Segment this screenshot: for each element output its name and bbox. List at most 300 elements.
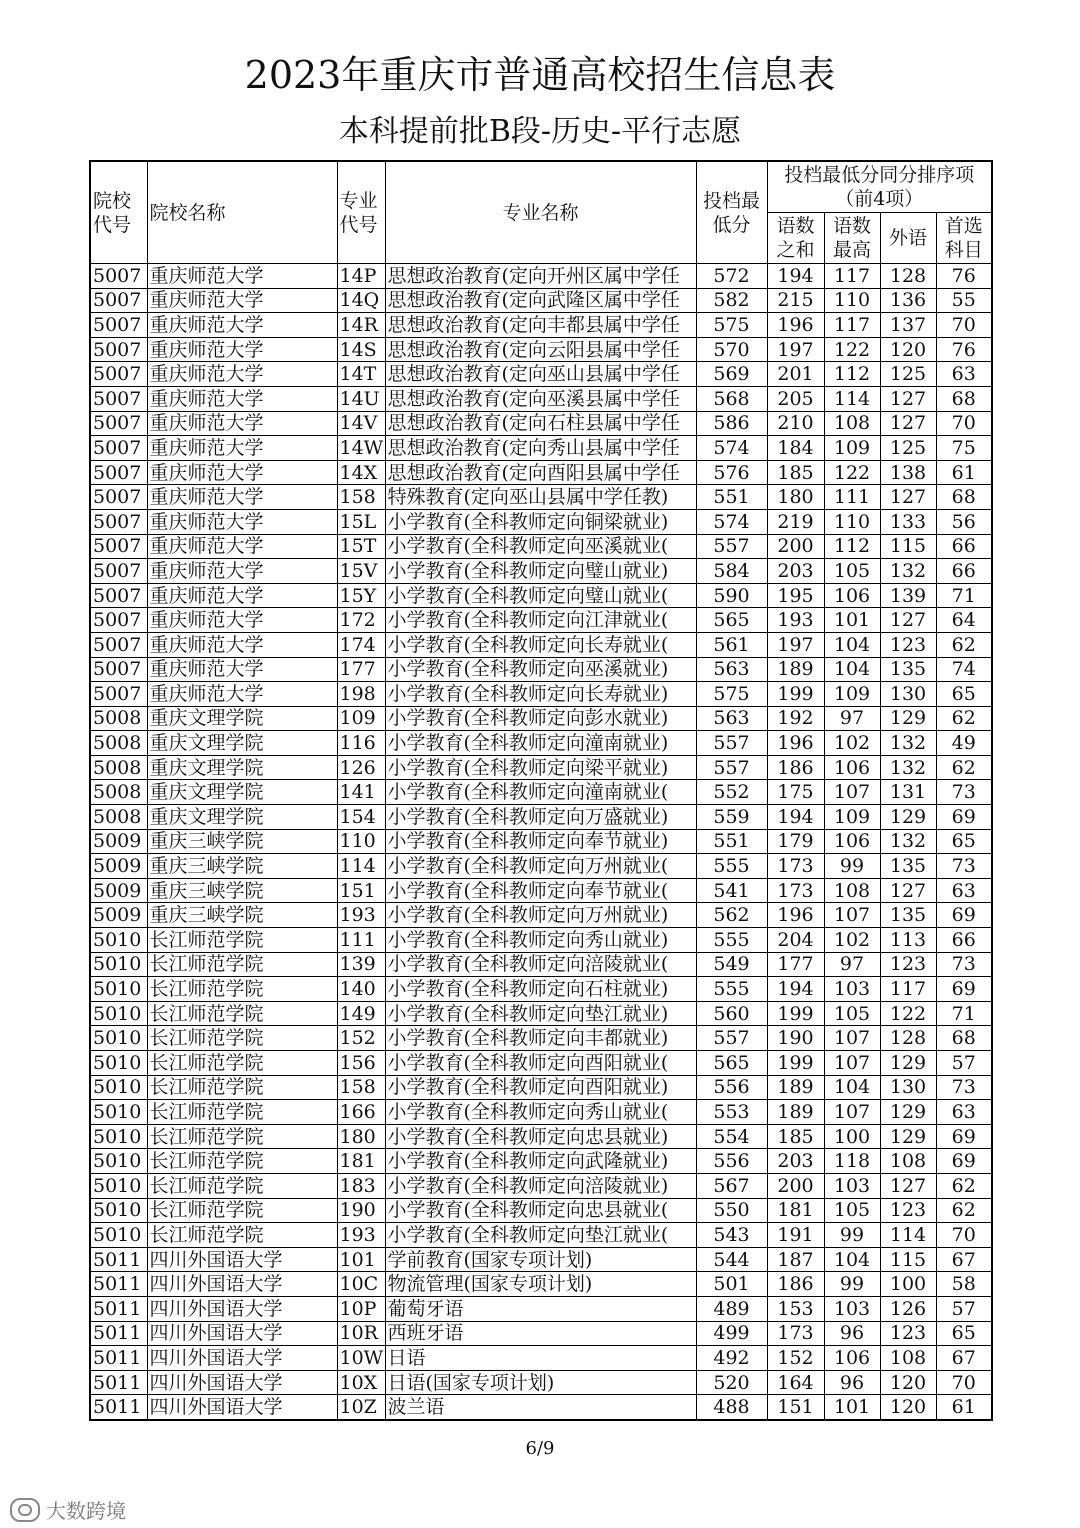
cell-foreign-score: 135 <box>880 854 936 879</box>
cell-major-name: 小学教育(全科教师定向垫江就业( <box>385 1223 696 1248</box>
cell-first-subject: 67 <box>936 1247 992 1272</box>
cell-min-score: 574 <box>696 436 767 461</box>
cell-major-code: 109 <box>337 706 385 731</box>
cell-cn-math-sum: 192 <box>767 706 824 731</box>
cell-cn-math-max: 122 <box>824 460 880 485</box>
table-body <box>90 264 992 1420</box>
cell-school-code: 5010 <box>90 1223 147 1248</box>
cell-cn-math-max: 106 <box>824 1346 880 1371</box>
cell-first-subject: 57 <box>936 1051 992 1076</box>
cell-school-code: 5009 <box>90 878 147 903</box>
cell-cn-math-max: 111 <box>824 485 880 510</box>
cell-min-score: 488 <box>696 1395 767 1420</box>
cell-cn-math-max: 99 <box>824 1223 880 1248</box>
table-row <box>90 731 992 756</box>
cell-min-score: 568 <box>696 386 767 411</box>
cell-min-score: 563 <box>696 657 767 682</box>
cell-major-name: 波兰语 <box>385 1395 696 1420</box>
cell-min-score: 559 <box>696 805 767 830</box>
table-row <box>90 682 992 707</box>
cell-first-subject: 76 <box>936 337 992 362</box>
cell-school-code: 5007 <box>90 313 147 338</box>
cell-min-score: 520 <box>696 1370 767 1395</box>
cell-cn-math-max: 107 <box>824 1100 880 1125</box>
cell-min-score: 574 <box>696 509 767 534</box>
header-tiebreak-group: 投档最低分同分排序项（前4项） <box>767 161 992 213</box>
cell-major-code: 14S <box>337 337 385 362</box>
cell-major-name: 小学教育(全科教师定向万盛就业) <box>385 805 696 830</box>
cell-school-name: 重庆师范大学 <box>147 485 337 510</box>
header-cn-math-max: 语数最高 <box>824 213 880 264</box>
cell-school-name: 重庆文理学院 <box>147 780 337 805</box>
cell-cn-math-sum: 181 <box>767 1198 824 1223</box>
cell-school-code: 5007 <box>90 485 147 510</box>
table-row <box>90 1051 992 1076</box>
header-cn-math-sum: 语数之和 <box>767 213 824 264</box>
cell-cn-math-sum: 175 <box>767 780 824 805</box>
cell-cn-math-sum: 164 <box>767 1370 824 1395</box>
cell-foreign-score: 125 <box>880 362 936 387</box>
cell-first-subject: 74 <box>936 657 992 682</box>
cell-school-code: 5007 <box>90 559 147 584</box>
cell-min-score: 551 <box>696 829 767 854</box>
cell-major-code: 110 <box>337 829 385 854</box>
cell-min-score: 549 <box>696 952 767 977</box>
header-first-subject: 首选科目 <box>936 213 992 264</box>
cell-major-name: 物流管理(国家专项计划) <box>385 1272 696 1297</box>
cell-foreign-score: 132 <box>880 755 936 780</box>
cell-foreign-score: 120 <box>880 1370 936 1395</box>
cell-min-score: 576 <box>696 460 767 485</box>
cell-foreign-score: 108 <box>880 1149 936 1174</box>
cell-cn-math-max: 117 <box>824 264 880 289</box>
cell-school-name: 重庆师范大学 <box>147 436 337 461</box>
page-number: 6/9 <box>525 1438 555 1459</box>
cell-cn-math-sum: 196 <box>767 313 824 338</box>
cell-school-code: 5010 <box>90 1198 147 1223</box>
cell-cn-math-max: 102 <box>824 731 880 756</box>
cell-school-name: 重庆师范大学 <box>147 632 337 657</box>
cell-min-score: 489 <box>696 1296 767 1321</box>
cell-major-code: 139 <box>337 952 385 977</box>
cell-school-code: 5008 <box>90 780 147 805</box>
cell-major-name: 小学教育(全科教师定向长寿就业) <box>385 682 696 707</box>
cell-min-score: 567 <box>696 1173 767 1198</box>
cell-first-subject: 64 <box>936 608 992 633</box>
table-row <box>90 534 992 559</box>
cell-cn-math-max: 99 <box>824 854 880 879</box>
cell-school-name: 四川外国语大学 <box>147 1321 337 1346</box>
table-row <box>90 903 992 928</box>
cell-first-subject: 68 <box>936 1026 992 1051</box>
cell-cn-math-max: 104 <box>824 632 880 657</box>
cell-foreign-score: 108 <box>880 1346 936 1371</box>
table-row <box>90 854 992 879</box>
cell-school-code: 5010 <box>90 1124 147 1149</box>
cell-school-code: 5011 <box>90 1370 147 1395</box>
cell-school-code: 5008 <box>90 805 147 830</box>
cell-cn-math-sum: 193 <box>767 608 824 633</box>
cell-first-subject: 55 <box>936 288 992 313</box>
cell-school-code: 5011 <box>90 1321 147 1346</box>
cell-major-code: 140 <box>337 977 385 1002</box>
table-row <box>90 780 992 805</box>
cell-major-name: 小学教育(全科教师定向垫江就业) <box>385 1001 696 1026</box>
cell-major-name: 小学教育(全科教师定向涪陵就业) <box>385 1173 696 1198</box>
cell-major-code: 10X <box>337 1370 385 1395</box>
cell-school-code: 5007 <box>90 632 147 657</box>
cell-foreign-score: 128 <box>880 264 936 289</box>
cell-foreign-score: 135 <box>880 903 936 928</box>
cell-cn-math-max: 105 <box>824 1198 880 1223</box>
cell-cn-math-max: 110 <box>824 288 880 313</box>
cell-school-code: 5007 <box>90 288 147 313</box>
cell-cn-math-sum: 185 <box>767 460 824 485</box>
cell-cn-math-max: 112 <box>824 362 880 387</box>
cell-foreign-score: 127 <box>880 485 936 510</box>
table-row <box>90 460 992 485</box>
cell-foreign-score: 120 <box>880 1395 936 1420</box>
cell-cn-math-max: 100 <box>824 1124 880 1149</box>
cell-foreign-score: 127 <box>880 608 936 633</box>
cell-min-score: 555 <box>696 977 767 1002</box>
cell-foreign-score: 129 <box>880 1124 936 1149</box>
cell-cn-math-max: 117 <box>824 313 880 338</box>
page-subtitle: 本科提前批B段-历史-平行志愿 <box>338 114 742 149</box>
cell-major-code: 177 <box>337 657 385 682</box>
cell-major-code: 10Z <box>337 1395 385 1420</box>
cell-cn-math-sum: 197 <box>767 632 824 657</box>
cell-cn-math-max: 96 <box>824 1370 880 1395</box>
cell-cn-math-max: 110 <box>824 509 880 534</box>
table-row <box>90 608 992 633</box>
cell-major-code: 111 <box>337 928 385 953</box>
cell-school-name: 重庆师范大学 <box>147 534 337 559</box>
cell-major-name: 思想政治教育(定向云阳县属中学任 <box>385 337 696 362</box>
cell-cn-math-max: 101 <box>824 608 880 633</box>
cell-school-code: 5010 <box>90 977 147 1002</box>
cell-cn-math-sum: 177 <box>767 952 824 977</box>
cell-min-score: 563 <box>696 706 767 731</box>
table-row <box>90 1346 992 1371</box>
cell-min-score: 557 <box>696 755 767 780</box>
table-row <box>90 1026 992 1051</box>
cell-min-score: 560 <box>696 1001 767 1026</box>
cell-cn-math-max: 106 <box>824 829 880 854</box>
cell-major-code: 15V <box>337 559 385 584</box>
table-row <box>90 632 992 657</box>
cell-cn-math-sum: 204 <box>767 928 824 953</box>
cell-school-name: 重庆师范大学 <box>147 386 337 411</box>
cell-school-code: 5007 <box>90 682 147 707</box>
cell-school-name: 长江师范学院 <box>147 928 337 953</box>
table-row <box>90 1247 992 1272</box>
cell-major-name: 思想政治教育(定向丰都县属中学任 <box>385 313 696 338</box>
cell-major-name: 小学教育(全科教师定向奉节就业) <box>385 829 696 854</box>
cell-cn-math-max: 118 <box>824 1149 880 1174</box>
cell-major-name: 小学教育(全科教师定向彭水就业) <box>385 706 696 731</box>
cell-min-score: 575 <box>696 313 767 338</box>
cell-first-subject: 70 <box>936 1370 992 1395</box>
cell-foreign-score: 129 <box>880 805 936 830</box>
cell-cn-math-max: 112 <box>824 534 880 559</box>
cell-major-name: 小学教育(全科教师定向忠县就业) <box>385 1124 696 1149</box>
table-row <box>90 559 992 584</box>
cell-major-code: 180 <box>337 1124 385 1149</box>
cell-first-subject: 61 <box>936 1395 992 1420</box>
table-row <box>90 1370 992 1395</box>
cell-min-score: 550 <box>696 1198 767 1223</box>
cell-cn-math-sum: 153 <box>767 1296 824 1321</box>
cell-major-name: 西班牙语 <box>385 1321 696 1346</box>
cell-major-code: 10R <box>337 1321 385 1346</box>
cell-cn-math-max: 122 <box>824 337 880 362</box>
cell-foreign-score: 123 <box>880 952 936 977</box>
cell-major-name: 小学教育(全科教师定向秀山就业) <box>385 928 696 953</box>
cell-min-score: 554 <box>696 1124 767 1149</box>
cell-school-name: 重庆师范大学 <box>147 313 337 338</box>
cell-school-name: 四川外国语大学 <box>147 1395 337 1420</box>
cell-cn-math-sum: 152 <box>767 1346 824 1371</box>
cell-first-subject: 68 <box>936 386 992 411</box>
cell-school-name: 长江师范学院 <box>147 1149 337 1174</box>
cell-major-name: 小学教育(全科教师定向铜梁就业) <box>385 509 696 534</box>
cell-foreign-score: 132 <box>880 731 936 756</box>
cell-cn-math-max: 114 <box>824 386 880 411</box>
admissions-table <box>89 160 993 1421</box>
cell-major-code: 158 <box>337 1075 385 1100</box>
cell-min-score: 557 <box>696 534 767 559</box>
cell-school-name: 四川外国语大学 <box>147 1272 337 1297</box>
cell-cn-math-max: 106 <box>824 583 880 608</box>
cell-first-subject: 67 <box>936 1346 992 1371</box>
cell-school-code: 5007 <box>90 534 147 559</box>
table-row <box>90 952 992 977</box>
table-row <box>90 485 992 510</box>
cell-school-name: 长江师范学院 <box>147 1198 337 1223</box>
cell-school-name: 重庆师范大学 <box>147 411 337 436</box>
cell-first-subject: 62 <box>936 1173 992 1198</box>
cell-school-code: 5010 <box>90 1173 147 1198</box>
cell-school-name: 长江师范学院 <box>147 1075 337 1100</box>
header-foreign: 外语 <box>880 213 936 264</box>
cell-school-name: 长江师范学院 <box>147 952 337 977</box>
cell-cn-math-sum: 215 <box>767 288 824 313</box>
table-row <box>90 706 992 731</box>
cell-min-score: 557 <box>696 731 767 756</box>
cell-major-name: 思想政治教育(定向开州区属中学任 <box>385 264 696 289</box>
cell-foreign-score: 115 <box>880 1247 936 1272</box>
table-row <box>90 411 992 436</box>
cell-foreign-score: 120 <box>880 337 936 362</box>
page-title: 2023年重庆市普通高校招生信息表 <box>244 53 836 97</box>
cell-first-subject: 73 <box>936 952 992 977</box>
cell-major-code: 158 <box>337 485 385 510</box>
cell-foreign-score: 126 <box>880 1296 936 1321</box>
cell-major-name: 思想政治教育(定向酉阳县属中学任 <box>385 460 696 485</box>
cell-school-code: 5007 <box>90 509 147 534</box>
table-row <box>90 313 992 338</box>
cell-foreign-score: 115 <box>880 534 936 559</box>
table-row <box>90 1075 992 1100</box>
cell-school-code: 5008 <box>90 706 147 731</box>
cell-major-name: 小学教育(全科教师定向梁平就业) <box>385 755 696 780</box>
table-row <box>90 1321 992 1346</box>
cell-major-code: 152 <box>337 1026 385 1051</box>
cell-min-score: 555 <box>696 928 767 953</box>
cell-school-code: 5007 <box>90 583 147 608</box>
table-row <box>90 928 992 953</box>
cell-cn-math-sum: 205 <box>767 386 824 411</box>
cell-school-name: 长江师范学院 <box>147 1223 337 1248</box>
cell-major-code: 193 <box>337 1223 385 1248</box>
cell-first-subject: 63 <box>936 362 992 387</box>
cell-cn-math-max: 109 <box>824 436 880 461</box>
cell-school-code: 5007 <box>90 386 147 411</box>
cell-min-score: 551 <box>696 485 767 510</box>
cell-min-score: 499 <box>696 1321 767 1346</box>
table-row <box>90 264 992 289</box>
cell-major-code: 114 <box>337 854 385 879</box>
cell-first-subject: 73 <box>936 854 992 879</box>
cell-cn-math-sum: 203 <box>767 559 824 584</box>
cell-major-name: 小学教育(全科教师定向秀山就业( <box>385 1100 696 1125</box>
cell-cn-math-sum: 210 <box>767 411 824 436</box>
cell-foreign-score: 135 <box>880 657 936 682</box>
cell-foreign-score: 132 <box>880 559 936 584</box>
cell-min-score: 575 <box>696 682 767 707</box>
cell-school-name: 四川外国语大学 <box>147 1247 337 1272</box>
cell-foreign-score: 127 <box>880 1173 936 1198</box>
header-major-code: 专业代号 <box>337 161 385 264</box>
cell-foreign-score: 130 <box>880 682 936 707</box>
cell-foreign-score: 139 <box>880 583 936 608</box>
cell-major-name: 小学教育(全科教师定向长寿就业( <box>385 632 696 657</box>
cell-foreign-score: 129 <box>880 1100 936 1125</box>
cell-school-name: 重庆师范大学 <box>147 559 337 584</box>
cell-major-name: 小学教育(全科教师定向璧山就业( <box>385 583 696 608</box>
cell-foreign-score: 138 <box>880 460 936 485</box>
cell-cn-math-max: 103 <box>824 977 880 1002</box>
cell-cn-math-max: 99 <box>824 1272 880 1297</box>
cell-school-code: 5007 <box>90 264 147 289</box>
cell-school-name: 重庆三峡学院 <box>147 878 337 903</box>
cell-first-subject: 63 <box>936 1100 992 1125</box>
cell-first-subject: 66 <box>936 928 992 953</box>
table-row <box>90 1124 992 1149</box>
table-row <box>90 509 992 534</box>
cell-first-subject: 75 <box>936 436 992 461</box>
cell-school-code: 5008 <box>90 731 147 756</box>
cell-major-code: 156 <box>337 1051 385 1076</box>
cell-school-code: 5010 <box>90 952 147 977</box>
cell-cn-math-sum: 203 <box>767 1149 824 1174</box>
table-row <box>90 805 992 830</box>
cell-first-subject: 71 <box>936 1001 992 1026</box>
cell-cn-math-sum: 186 <box>767 755 824 780</box>
table-row <box>90 829 992 854</box>
cell-major-name: 小学教育(全科教师定向石柱就业) <box>385 977 696 1002</box>
cell-school-code: 5010 <box>90 1051 147 1076</box>
cell-major-name: 学前教育(国家专项计划) <box>385 1247 696 1272</box>
table-row <box>90 1296 992 1321</box>
cell-cn-math-sum: 195 <box>767 583 824 608</box>
cell-major-name: 特殊教育(定向巫山县属中学任教) <box>385 485 696 510</box>
cell-foreign-score: 117 <box>880 977 936 1002</box>
cell-first-subject: 61 <box>936 460 992 485</box>
cell-first-subject: 70 <box>936 313 992 338</box>
cell-school-name: 重庆师范大学 <box>147 362 337 387</box>
cell-school-code: 5011 <box>90 1395 147 1420</box>
cell-min-score: 556 <box>696 1149 767 1174</box>
cell-first-subject: 62 <box>936 632 992 657</box>
cell-cn-math-sum: 197 <box>767 337 824 362</box>
cell-first-subject: 57 <box>936 1296 992 1321</box>
cell-major-name: 葡萄牙语 <box>385 1296 696 1321</box>
cell-cn-math-max: 107 <box>824 903 880 928</box>
cell-school-code: 5011 <box>90 1272 147 1297</box>
cell-cn-math-sum: 184 <box>767 436 824 461</box>
cell-major-code: 174 <box>337 632 385 657</box>
cell-major-code: 15Y <box>337 583 385 608</box>
cell-foreign-score: 133 <box>880 509 936 534</box>
cell-foreign-score: 125 <box>880 436 936 461</box>
table-row <box>90 386 992 411</box>
cell-major-code: 198 <box>337 682 385 707</box>
watermark <box>10 1495 126 1524</box>
cell-min-score: 556 <box>696 1075 767 1100</box>
cell-school-name: 四川外国语大学 <box>147 1346 337 1371</box>
cell-major-code: 14X <box>337 460 385 485</box>
cell-first-subject: 49 <box>936 731 992 756</box>
cell-cn-math-sum: 185 <box>767 1124 824 1149</box>
cell-cn-math-sum: 173 <box>767 854 824 879</box>
cell-major-name: 思想政治教育(定向巫溪县属中学任 <box>385 386 696 411</box>
cell-cn-math-sum: 189 <box>767 1075 824 1100</box>
cell-cn-math-max: 105 <box>824 1001 880 1026</box>
cell-school-name: 重庆文理学院 <box>147 706 337 731</box>
cell-major-name: 小学教育(全科教师定向涪陵就业( <box>385 952 696 977</box>
cell-first-subject: 62 <box>936 706 992 731</box>
cell-first-subject: 65 <box>936 1321 992 1346</box>
cell-school-code: 5007 <box>90 411 147 436</box>
header-min-score: 投档最低分 <box>696 161 767 264</box>
table-row <box>90 657 992 682</box>
table-row <box>90 1173 992 1198</box>
cell-major-name: 小学教育(全科教师定向丰都就业) <box>385 1026 696 1051</box>
cell-min-score: 553 <box>696 1100 767 1125</box>
cell-foreign-score: 128 <box>880 1026 936 1051</box>
table-row <box>90 1272 992 1297</box>
cell-school-name: 重庆三峡学院 <box>147 903 337 928</box>
cell-cn-math-sum: 199 <box>767 1001 824 1026</box>
cell-cn-math-sum: 189 <box>767 1100 824 1125</box>
cell-min-score: 543 <box>696 1223 767 1248</box>
cell-first-subject: 70 <box>936 411 992 436</box>
table-row <box>90 1198 992 1223</box>
cell-school-code: 5010 <box>90 1026 147 1051</box>
cell-cn-math-max: 108 <box>824 878 880 903</box>
cell-cn-math-max: 109 <box>824 805 880 830</box>
cell-min-score: 541 <box>696 878 767 903</box>
cell-min-score: 565 <box>696 608 767 633</box>
cell-major-code: 154 <box>337 805 385 830</box>
cell-major-code: 141 <box>337 780 385 805</box>
cell-school-code: 5011 <box>90 1247 147 1272</box>
cell-major-code: 14T <box>337 362 385 387</box>
cell-foreign-score: 123 <box>880 1198 936 1223</box>
cell-cn-math-sum: 201 <box>767 362 824 387</box>
